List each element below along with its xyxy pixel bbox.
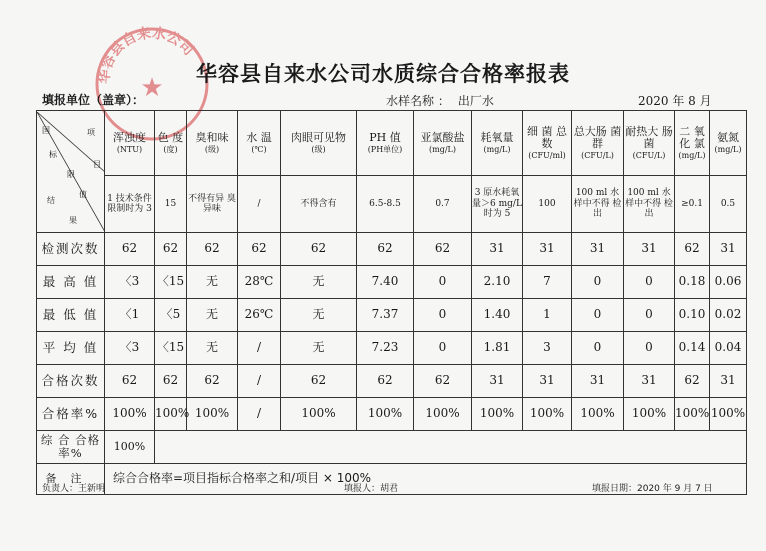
table-cell: 100% [155,398,187,431]
table-cell: 100% [710,398,747,431]
table-cell: 100% [187,398,238,431]
table-cell: 26℃ [238,299,281,332]
row-label: 合格次数 [37,365,105,398]
table-cell: 62 [238,233,281,266]
sample-name [386,92,494,109]
composite-label: 综 合 合格率% [37,431,105,464]
table-cell: 62 [105,233,155,266]
composite-value: 100% [105,431,155,464]
table-cell: 62 [357,233,414,266]
standard-cell: 不得有异 臭异味 [187,176,238,233]
table-cell: 〈15 [155,332,187,365]
table-cell: 31 [472,365,523,398]
report-title: 华容县自来水公司水质综合合格率报表 [196,62,570,86]
corner-label: 值 [79,189,87,199]
table-row [37,299,747,332]
table-cell: 31 [624,365,675,398]
standard-cell: 100 ml 水 样中不得 检出 [624,176,675,233]
table-row [37,266,747,299]
table-cell: 0.14 [675,332,710,365]
table-cell: 无 [187,266,238,299]
table-cell: 100% [281,398,357,431]
table-cell: 无 [281,266,357,299]
table-cell: 7.40 [357,266,414,299]
standard-limits-row [37,176,747,233]
table-cell: 0 [624,299,675,332]
table-cell: 31 [523,233,572,266]
corner-label: 项 [87,127,95,137]
table-cell: 7.37 [357,299,414,332]
table-cell: 2.10 [472,266,523,299]
filling-unit-label: 填报单位（盖章）： [42,93,145,107]
table-row [37,365,747,398]
row-label: 平 均 值 [37,332,105,365]
standard-cell: 15 [155,176,187,233]
table-cell: 7 [523,266,572,299]
col-header: 二 氧 化 氯 (mg/L) [675,111,710,176]
col-header: 总大肠 菌 群 (CFU/L) [572,111,624,176]
standard-cell: 0.5 [710,176,747,233]
filler-person: 填报人：胡君 [344,484,399,494]
sample-name-label: 水样名称 ： [386,94,450,108]
table-cell: 31 [472,233,523,266]
table-cell: 100% [624,398,675,431]
standard-cell: 不得含有 [281,176,357,233]
table-cell: 〈15 [155,266,187,299]
table-cell: 0 [624,266,675,299]
table-cell: 0 [624,332,675,365]
table-cell: / [238,365,281,398]
table-cell: 62 [105,365,155,398]
table-cell: 0 [414,332,472,365]
table-cell: 〈5 [155,299,187,332]
col-header: 耗氧量 (mg/L) [472,111,523,176]
row-label: 合格率% [37,398,105,431]
standard-cell: / [238,176,281,233]
row-label: 最 低 值 [37,299,105,332]
table-cell: 31 [572,233,624,266]
table-cell: 62 [675,365,710,398]
standard-cell: 1 技术条件 限制时为 3 [105,176,155,233]
col-header: 浑浊度 (NTU) [105,111,155,176]
table-cell: 0.06 [710,266,747,299]
col-header: 氨氮 (mg/L) [710,111,747,176]
table-cell: 62 [187,365,238,398]
table-cell: 100% [675,398,710,431]
corner-label: 限 [67,169,75,179]
table-cell: 0 [572,332,624,365]
table-cell: 无 [281,299,357,332]
table-cell: 31 [572,365,624,398]
table-cell: 0 [572,299,624,332]
col-header: 色 度 (度) [155,111,187,176]
table-cell: 100% [105,398,155,431]
table-cell: 62 [155,233,187,266]
table-cell: 62 [187,233,238,266]
table-cell: / [238,332,281,365]
table-cell: 3 [523,332,572,365]
standard-cell: 100 [523,176,572,233]
quality-table [36,110,747,495]
table-cell: 62 [675,233,710,266]
table-cell: 100% [523,398,572,431]
table-cell: 0.18 [675,266,710,299]
table-cell: 100% [414,398,472,431]
table-cell: 62 [155,365,187,398]
table-row [37,332,747,365]
table-row [37,233,747,266]
remark-text: 综合合格率=项目指标合格率之和/项目 × 100% [105,464,747,495]
col-header: 肉眼可见物 (级) [281,111,357,176]
col-header: 臭和味 (级) [187,111,238,176]
table-cell: 31 [710,233,747,266]
sample-name-value: 出厂水 [457,94,494,108]
table-cell: 62 [414,233,472,266]
col-header: 细 菌 总 数 (CFU/ml) [523,111,572,176]
corner-label: 国 [42,125,50,135]
table-cell: 7.23 [357,332,414,365]
svg-text:★: ★ [140,73,164,103]
table-cell: 0 [414,299,472,332]
table-cell: 〈1 [105,299,155,332]
data-rows [37,233,747,431]
corner-cell [37,111,105,233]
table-cell: 100% [472,398,523,431]
responsible-person: 负责人：王新明 [42,484,106,494]
table-cell: 〈3 [105,266,155,299]
table-cell: 无 [281,332,357,365]
col-header: 耐热大 肠 菌 (CFU/L) [624,111,675,176]
corner-label: 结 [47,195,55,205]
remark-label: 备注 [37,464,105,495]
table-cell: / [238,398,281,431]
fill-date: 填报日期：2020 年 9 月 7 日 [592,484,713,494]
header-row [37,111,747,176]
table-cell: 无 [187,299,238,332]
col-header: 亚氯酸盐 (mg/L) [414,111,472,176]
row-label: 检测次数 [37,233,105,266]
row-label: 最 高 值 [37,266,105,299]
table-cell: 1.81 [472,332,523,365]
table-cell: 无 [187,332,238,365]
table-cell: 0.04 [710,332,747,365]
table-cell: 100% [572,398,624,431]
table-cell: 1 [523,299,572,332]
table-cell: 〈3 [105,332,155,365]
standard-cell: 100 ml 水 样中不得 检出 [572,176,624,233]
col-header: PH 值 (PH单位) [357,111,414,176]
table-cell: 31 [624,233,675,266]
table-cell: 62 [414,365,472,398]
table-cell: 100% [357,398,414,431]
table-cell: 0 [414,266,472,299]
table-cell: 0.10 [675,299,710,332]
table-cell: 28℃ [238,266,281,299]
table-row [37,398,747,431]
table-cell: 0 [572,266,624,299]
seal-text: 华容县自来水公司 [96,25,197,85]
col-header: 水 温 (℃) [238,111,281,176]
standard-cell: 3 原水耗氧 量＞6 mg/L 时为 5 [472,176,523,233]
corner-label: 标 [49,149,57,159]
standard-cell: ≥0.1 [675,176,710,233]
standard-cell: 0.7 [414,176,472,233]
table-cell: 31 [710,365,747,398]
report-month: 2020 年 8 月 [638,94,712,108]
table-cell: 0.02 [710,299,747,332]
composite-row [37,431,747,464]
table-cell: 62 [281,365,357,398]
corner-label: 果 [69,215,77,225]
standard-cell: 6.5-8.5 [357,176,414,233]
table-cell: 1.40 [472,299,523,332]
table-cell: 62 [357,365,414,398]
table-cell: 31 [523,365,572,398]
corner-label: 目 [93,159,101,169]
table-cell: 62 [281,233,357,266]
